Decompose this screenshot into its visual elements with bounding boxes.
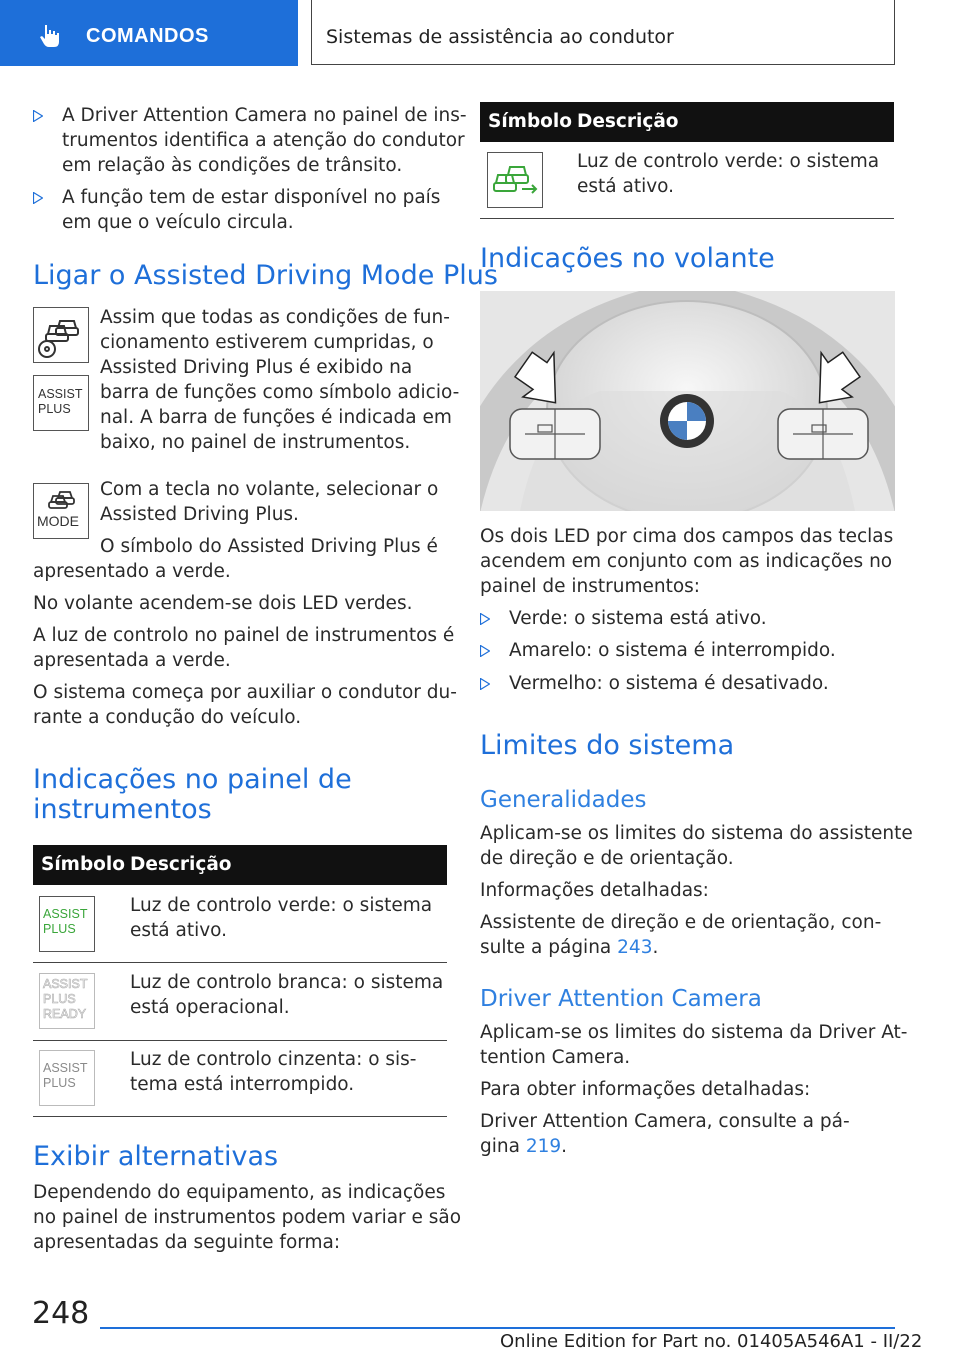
bullet-line: em que o veículo circula. (62, 212, 294, 233)
bullet-triangle-icon (480, 645, 490, 657)
bullet-line: trumentos identifica a atenção do condutor (62, 130, 465, 151)
hand-pointer-icon (36, 22, 64, 50)
paragraph: Assim que todas as condições de fun- cionamento estiverem cumpridas, o Assisted Driving Plus é exibido na barra de funções como símbolo adicio- nal. A barra de funções é indicada em baixo, no painel de instrumentos. (100, 307, 460, 453)
section-tab[interactable] (0, 0, 298, 66)
bullet-triangle-icon (33, 110, 43, 122)
paragraph: Assistente de direção e de orientação, con- sulte a página 243. (480, 912, 882, 958)
paragraph: No volante acendem-se dois LED verdes. (33, 593, 413, 614)
chapter-title: Sistemas de assistência ao condutor (326, 26, 674, 48)
table-cell: Luz de controlo verde: o sistema está ativo. (130, 895, 433, 941)
table-cell: Luz de controlo cinzenta: o sis- tema está interrompido. (130, 1049, 417, 1095)
table-divider (480, 218, 894, 219)
subsection-heading: Driver Attention Camera (480, 986, 762, 1012)
table-divider (33, 1040, 447, 1041)
bullet-triangle-icon (480, 613, 490, 625)
paragraph: A luz de controlo no painel de instrumentos é apresentada a verde. (33, 625, 455, 671)
column-header: Descrição (577, 111, 679, 132)
paragraph: Informações detalhadas: (480, 880, 709, 901)
steering-wheel-image (480, 291, 895, 511)
bullet-triangle-icon (33, 192, 43, 204)
footer-edition: Online Edition for Part no. 01405A546A1 - II/22 (500, 1331, 923, 1352)
paragraph-first-line: O símbolo do Assisted Driving Plus é (100, 536, 438, 557)
bullet-line: A Driver Attention Camera no painel de ins- (62, 105, 467, 126)
bullet-line: A função tem de estar disponível no país (62, 187, 441, 208)
steering-cars-icon (33, 307, 89, 363)
paragraph: Aplicam-se os limites do sistema da Driver At- tention Camera. (480, 1022, 908, 1068)
table-cell: Luz de controlo branca: o sistema está operacional. (130, 972, 444, 1018)
table-cell: Luz de controlo verde: o sistema está ativo. (577, 151, 880, 197)
cars-green-icon (487, 152, 543, 208)
assist-plus-green-icon: ASSIST PLUS (39, 896, 95, 952)
paragraph: Para obter informações detalhadas: (480, 1079, 811, 1100)
section-heading: Indicações no painel de instrumentos (33, 764, 352, 825)
table-header (480, 102, 894, 142)
table-header (33, 845, 447, 885)
paragraph: Os dois LED por cima dos campos das teclas acendem em conjunto com as indicações no painel de instrumentos: (480, 526, 894, 597)
section-label: COMANDOS (86, 25, 209, 47)
table-divider (33, 962, 447, 963)
assist-plus-grey-icon: ASSIST PLUS (39, 1050, 95, 1106)
icon-text: ASSIST (38, 387, 83, 401)
paragraph: Com a tecla no volante, selecionar o Assisted Driving Plus. (100, 479, 439, 525)
column-header: Descrição (130, 854, 232, 875)
bullet-line: em relação às condições de trânsito. (62, 155, 403, 176)
subsection-heading: Generalidades (480, 787, 647, 813)
page-number: 248 (32, 1296, 90, 1331)
section-heading: Indicações no volante (480, 243, 775, 274)
assist-plus-ready-icon: ASSIST PLUS READY (39, 973, 95, 1029)
paragraph: O sistema começa por auxiliar o condutor du- rante a condução do veículo. (33, 682, 457, 728)
mode-icon (33, 483, 89, 539)
paragraph: Driver Attention Camera, consulte a pá- gina 219. (480, 1111, 850, 1157)
paragraph: Dependendo do equipamento, as indicações no painel de instrumentos podem variar e são apresentadas da seguinte forma: (33, 1182, 462, 1253)
icon-text: MODE (37, 513, 79, 529)
footer-divider (100, 1327, 895, 1329)
page-link[interactable]: 243 (617, 937, 653, 958)
bullet-triangle-icon (480, 678, 490, 690)
column-header: Símbolo (41, 854, 125, 875)
column-header: Símbolo (488, 111, 572, 132)
chapter-header (311, 0, 895, 65)
assist-plus-icon (33, 375, 89, 431)
paragraph-continuation: apresentado a verde. (33, 561, 231, 582)
section-heading: Exibir alternativas (33, 1141, 279, 1172)
section-heading: Limites do sistema (480, 730, 735, 761)
icon-text: PLUS (38, 402, 71, 416)
section-heading: Ligar o Assisted Driving Mode Plus (33, 260, 498, 291)
table-divider (33, 1116, 447, 1117)
page-link[interactable]: 219 (525, 1136, 562, 1157)
paragraph: Aplicam-se os limites do sistema do assistente de direção e de orientação. (480, 823, 913, 869)
